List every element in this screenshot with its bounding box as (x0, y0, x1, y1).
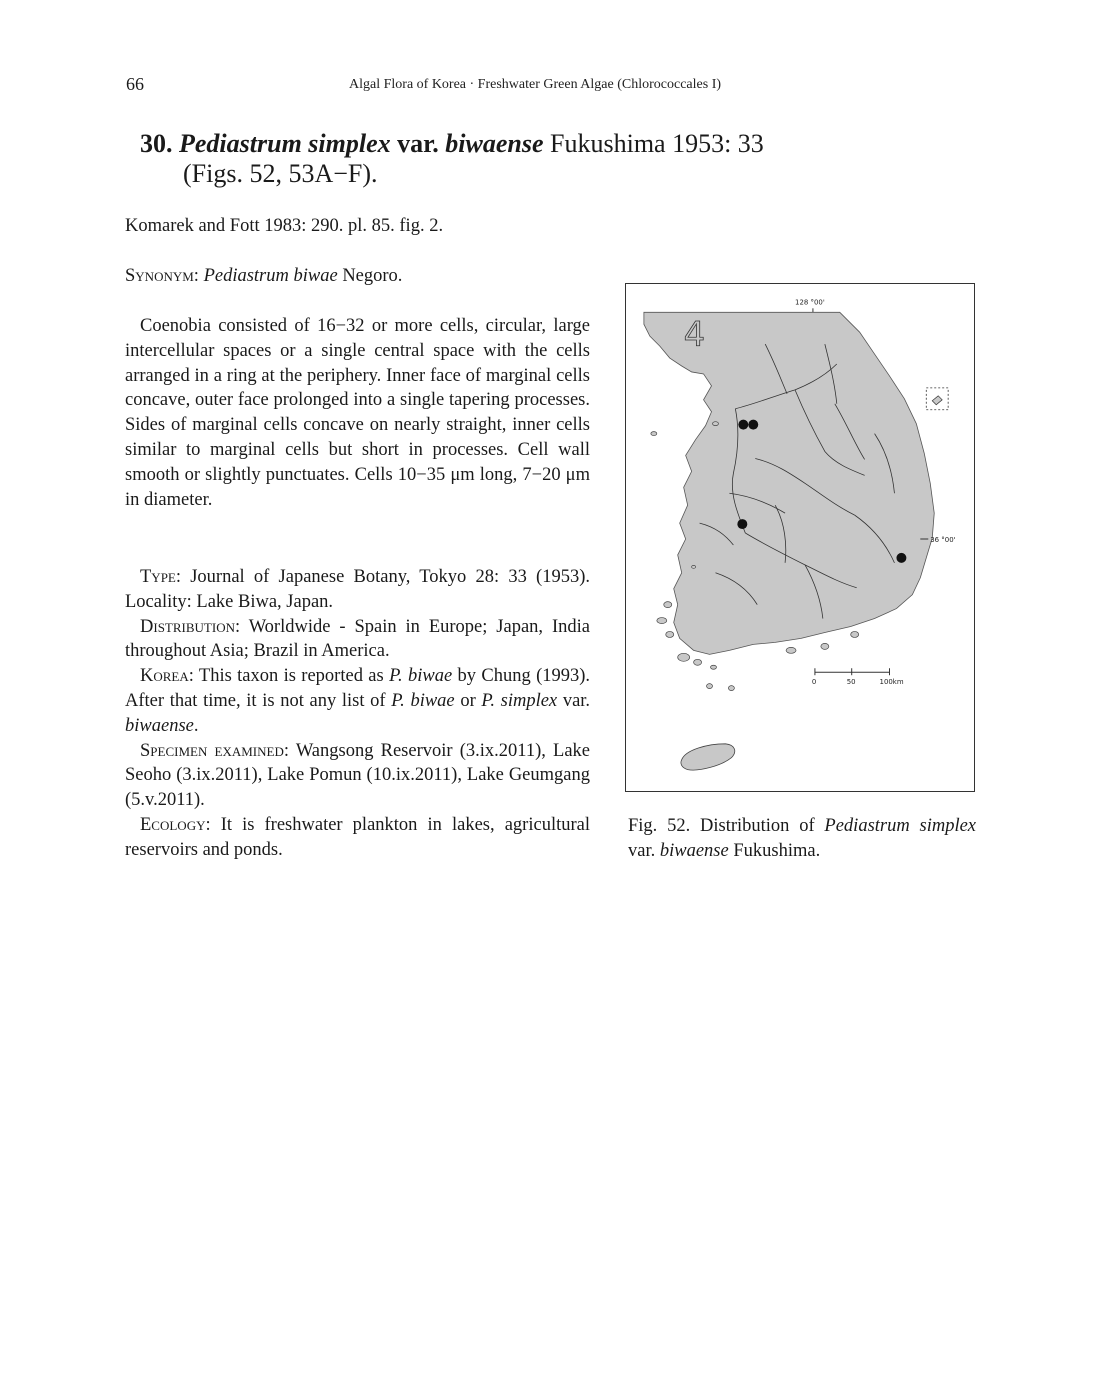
korea-taxon-2: P. biwae (391, 690, 455, 711)
korea-text-3: or (460, 690, 476, 711)
korea-text-5: . (193, 715, 199, 736)
distribution-label: Distribution (140, 616, 235, 637)
locality-marker (748, 420, 758, 430)
locality-marker (738, 420, 748, 430)
caption-species: Pediastrum simplex (824, 816, 977, 836)
type-entry: Type: Journal of Japanese Botany, Tokyo 28: 33 (1953). Locality: Lake Biwa, Japan. (125, 567, 590, 612)
dokdo-island (932, 396, 942, 405)
species-title (140, 129, 840, 189)
synonym: Synonym: Pediastrum biwae Negoro. (125, 266, 403, 286)
korea-taxon-3: P. simplex (481, 690, 558, 711)
page-number: 66 (126, 74, 144, 94)
authority: Fukushima 1953: 33 (550, 129, 764, 158)
specimen-label: Specimen examined (140, 740, 284, 761)
synonym-label: Synonym (125, 266, 194, 286)
metadata-block (125, 565, 590, 863)
latitude-label: 36 °00' (930, 535, 956, 544)
korea-text-1: This taxon is reported as (198, 666, 384, 687)
distribution-entry: Distribution: Worldwide - Spain in Europe; Japan, India throughout Asia; Brazil in America. (125, 616, 590, 662)
scale-label-50: 50 (846, 678, 856, 687)
korea-text-2: by Chung (1993). After that time, it is not any list of (125, 666, 591, 711)
synonym-name: Pediastrum biwae (203, 266, 338, 286)
locality-marker (896, 553, 906, 563)
korean-peninsula (644, 312, 934, 654)
running-title: Algal Flora of Korea · Freshwater Green Algae (Chlorococcales I) (349, 77, 722, 92)
caption-prefix: Fig. 52. Distribution of (628, 816, 815, 836)
species-number: 30. (140, 129, 173, 158)
region-number: 4 (683, 315, 706, 355)
ecology-label: Ecology (140, 814, 206, 835)
locality-marker (737, 519, 747, 529)
korea-taxon-4: biwaense (125, 715, 194, 736)
scale-label-0: 0 (811, 678, 817, 687)
korea-label: Korea (140, 666, 189, 687)
jeju-island (681, 744, 735, 770)
figure-caption (628, 814, 976, 864)
caption-var: var. (628, 840, 656, 861)
specimen-entry: Specimen examined: Wangsong Reservoir (3.ix.2011), Lake Seoho (3.ix.2011), Lake Pomun (10.ix.2011), Lake Geumgang (5.v.2011). (125, 740, 591, 811)
scale-bar (815, 668, 890, 675)
type-label: Type (140, 567, 176, 587)
figure-refs: (Figs. 52, 53A−F). (183, 159, 378, 188)
distribution-map (625, 283, 975, 792)
reference: Komarek and Fott 1983: 290. pl. 85. fig. 2. (125, 216, 444, 236)
korea-map-svg (626, 284, 974, 791)
variety-name: biwaense (445, 129, 544, 158)
korea-taxon-1: P. biwae (389, 666, 453, 687)
species-name: Pediastrum simplex (179, 129, 391, 158)
synonym-author: Negoro. (342, 266, 403, 286)
ecology-text: It is freshwater plankton in lakes, agricultural reservoirs and ponds. (125, 814, 590, 860)
caption-variety: biwaense (659, 840, 729, 861)
specimen-text: Wangsong Reservoir (3.ix.2011), Lake Seoho (3.ix.2011), Lake Pomun (10.ix.2011), Lake Geumgang (5.v.2011). (125, 740, 591, 811)
description: Coenobia consisted of 16−32 or more cells, circular, large intercellular spaces or a single central space with the cells arranged in a ring at the periphery. Inner face of marginal cells concave, outer face prolonged into a single tapering processes. Sides of marginal cells concave on nearly straight, inner cells similar to marginal cells but short in processes. Cell wall smooth or slightly punctuates. Cells 10−35 μm long, 7−20 μm in diameter. (125, 316, 590, 510)
caption-authority: Fukushima. (733, 840, 821, 861)
korea-text-4: var. (562, 690, 591, 711)
korea-entry: Korea: This taxon is reported as P. biwae by Chung (1993). After that time, it is not any list of P. biwae or P. simplex var. biwaense. (125, 666, 591, 736)
ecology-entry: Ecology: It is freshwater plankton in lakes, agricultural reservoirs and ponds. (125, 814, 590, 860)
distribution-text: Worldwide - Spain in Europe; Japan, India throughout Asia; Brazil in America. (125, 616, 590, 662)
longitude-label: 128 °00' (795, 298, 825, 307)
scale-label-100km: 100km (879, 678, 904, 687)
variety-abbrev: var. (397, 129, 439, 158)
type-text: Journal of Japanese Botany, Tokyo 28: 33 (1953). Locality: Lake Biwa, Japan. (125, 567, 590, 612)
